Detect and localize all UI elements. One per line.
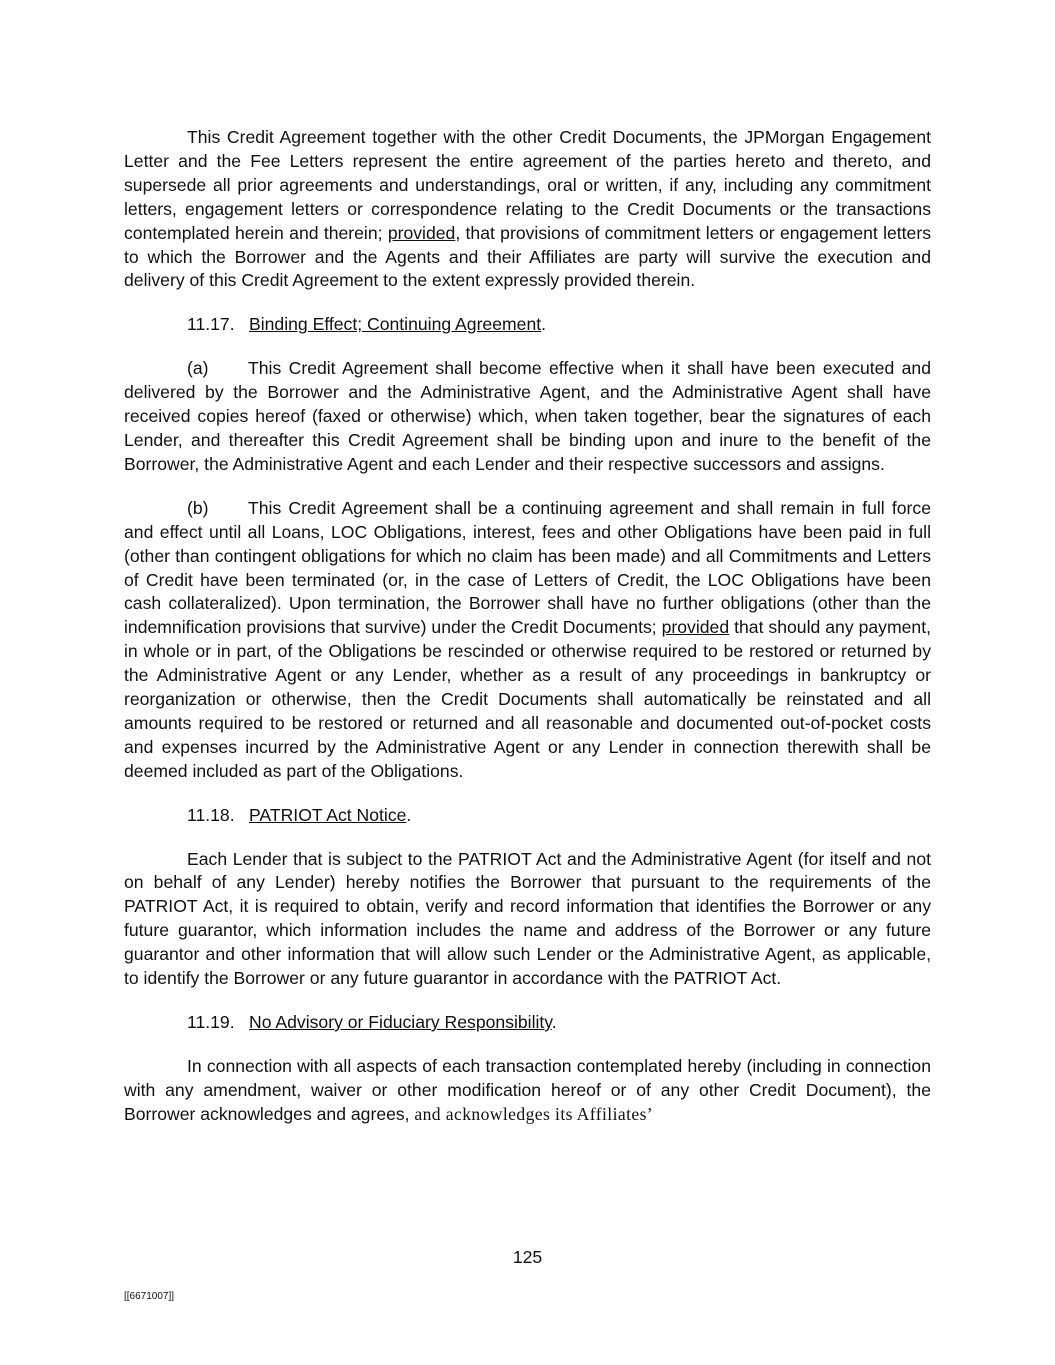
intro-provided: provided <box>387 222 456 243</box>
document-id: [[6671007]] <box>124 1291 175 1302</box>
section-heading-11-17 <box>124 313 931 337</box>
section-title-period: . <box>551 1012 557 1032</box>
section-title: Binding Effect; Continuing Agreement <box>249 314 542 335</box>
paragraph-text-continued: that should any payment, in whole or in part, of the Obligations be rescinded or otherwise required to be restored or returned by the Administrative Agent or any Lender, whether as a result of any proceedings in bankruptcy or reorganization or otherwise, then the Credit Documents shall automatically be reinstated and all amounts required to be restored or returned and all reasonable and documented out-of-pocket costs and expenses incurred by the Administrative Agent or any Lender in connection therewith shall be deemed included as part of the Obligations. <box>124 617 931 781</box>
section-11-17-paragraph-b <box>124 497 931 784</box>
intro-tail: , that provisions of commitment letters or engagement letters to which the Borrower and the Agents and their Affiliates are party will survive the execution and delivery of this Credit Agreement to the extent expressly provided therein. <box>124 222 932 291</box>
section-heading-11-18 <box>124 804 931 828</box>
section-11-17-paragraph-a <box>124 357 931 477</box>
section-title: PATRIOT Act Notice <box>249 804 407 825</box>
paragraph-text: This Credit Agreement shall become effective when it shall have been executed and delivered by the Borrower and the Administrative Agent, and the Administrative Agent shall have received copies hereof (faxed or otherwise) which, when taken together, bear the signatures of each Lender, and thereafter this Credit Agreement shall be binding upon and inure to the benefit of the Borrower, the Administrative Agent and each Lender and their respective successors and assigns. <box>124 358 931 474</box>
paragraph-text: In connection with all aspects of each transaction contemplated hereby (including in connection with any amendment, waiver or other modification hereof or of any other Credit Document), the Borrower acknowledges and agrees, <box>124 1055 931 1124</box>
section-number: 11.17. <box>187 314 235 335</box>
paragraph-text: Each Lender that is subject to the PATRIOT Act and the Administrative Agent (for itself and not on behalf of any Lender) hereby notifies the Borrower that pursuant to the requirements of the PATRIOT Act, it is required to obtain, verify and record information that identifies the Borrower or any future guarantor, which information includes the name and address of the Borrower or any future guarantor and other information that will allow such Lender or the Administrative Agent, as applicable, to identify the Borrower or any future guarantor in accordance with the PATRIOT Act. <box>124 848 931 989</box>
section-11-18-paragraph <box>124 848 931 991</box>
page-number: 125 <box>512 1247 543 1267</box>
paragraph-label: (a) <box>187 358 209 379</box>
paragraph-text: This Credit Agreement shall be a continuing agreement and shall remain in full force and effect until all Loans, LOC Obligations, interest, fees and other Obligations have been paid in full (other than contingent obligations for which no claim has been made) and all Commitments and Letters of Credit have been terminated (or, in the case of Letters of Credit, the LOC Obligations have been cash collateralized). Upon termination, the Borrower shall have no further obligations (other than the indemnification provisions that survive) under the Credit Documents; <box>124 497 931 638</box>
intro-text: This Credit Agreement together with the other Credit Documents, the JPMorgan Engagement Letter and the Fee Letters represent the entire agreement of the parties hereto and thereto, and supersede all prior agreements and understandings, oral or written, if any, including any commitment letters, engagement letters or correspondence relating to the Credit Documents or the transactions contemplated herein and therein; <box>124 127 931 243</box>
section-title-period: . <box>541 314 547 335</box>
paragraph-text-serif-tail: and acknowledges its Affiliates’ <box>409 1103 654 1124</box>
paragraph-provided: provided <box>661 617 730 638</box>
section-heading-11-19 <box>124 1011 931 1035</box>
section-number: 11.18. <box>187 804 235 825</box>
section-title: No Advisory or Fiduciary Responsibility <box>249 1012 552 1032</box>
section-11-19-paragraph <box>124 1055 931 1127</box>
intro-paragraph <box>124 126 931 293</box>
section-number: 11.19. <box>187 1012 235 1032</box>
document-body <box>124 126 931 1147</box>
section-title-period: . <box>406 804 412 825</box>
paragraph-label: (b) <box>187 497 209 518</box>
